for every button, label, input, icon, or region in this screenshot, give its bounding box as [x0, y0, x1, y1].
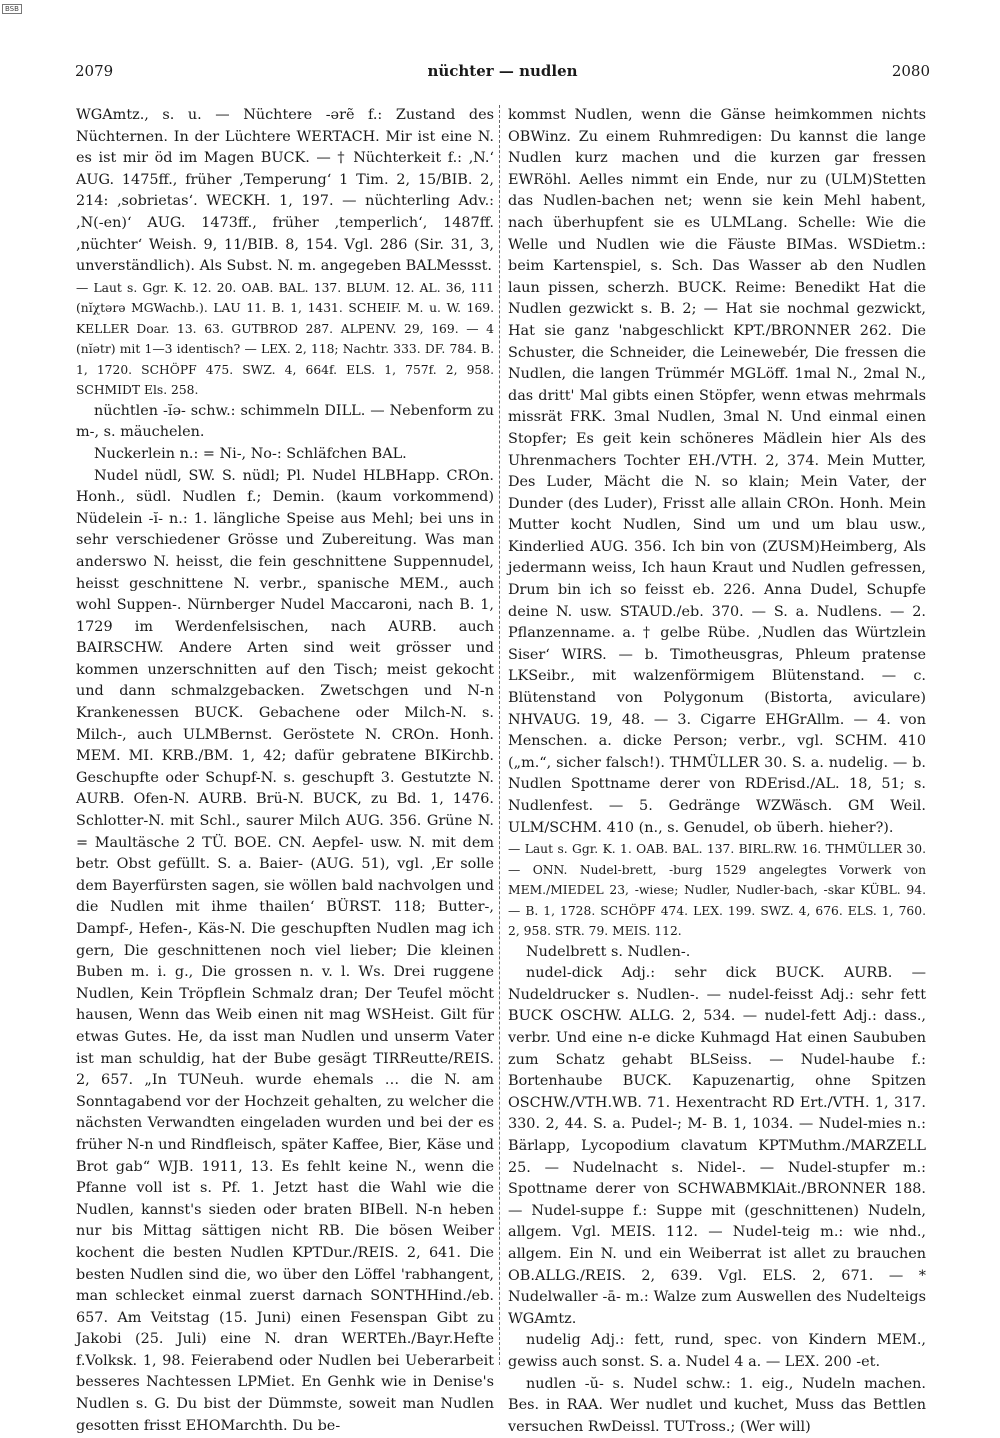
- library-stamp: BSB: [2, 4, 22, 14]
- right-column: [508, 105, 926, 1435]
- entry-nuechtlen: nüchtlen -ĭə- schw.: schimmeln DILL. — Nebenform zu m-, s. mäuchelen.: [76, 402, 494, 441]
- etymology-note-nudel: — Laut s. Ggr. K. 1. OAB. BAL. 137. BIRL.RW. 16. THMÜLLER 30. — ONN. Nudel-brett, -burg 1529 angelegtes Vorwerk von MEM./MIEDEL 23, -wiese; Nudler, Nudler-bach, -skar KÜBL. 94. — B. 1, 1728. SCHÖPF 474. LEX. 199. SWZ. 4, 676. ELS. 1, 760. 2, 958. STR. 79. MEIS. 112.: [508, 842, 926, 939]
- entry-nudelbrett: Nudelbrett s. Nudlen-.: [526, 943, 691, 960]
- etymology-note-nuechter: — Laut s. Ggr. K. 12. 20. OAB. BAL. 137. BLUM. 12. AL. 36, 111 (nĭχtərə MGWachb.). LAU 11. B. 1, 1431. SCHEIF. M. u. W. 169. KELLER Doar. 13. 63. GUTBROD 287. ALPENV. 29, 169. — 4 (nĭətr) mit 1—3 identisch? — LEX. 2, 118; Nachtr. 333. DF. 784. B. 1, 1720. SCHÖPF 475. SWZ. 4, 664f. ELS. 1, 757f. 2, 958. SCHMIDT Els. 258.: [76, 280, 494, 398]
- entry-nudel: Nudel nüdl, SW. S. nüdl; Pl. Nudel HLBHapp. CROn. Honh., südl. Nudlen f.; Demin. (kaum vorkommend) Nüdelein -ĭ- n.: 1. längliche Speise aus Mehl; bei uns in sehr verschiedener Grösse und Zubereitung. Was man anderswo N. heisst, die fein geschnittene Suppennudel, heisst geschnittene N. verbr., spanische MEM., auch wohl Suppen-. Nürnberger Nudel Maccaroni, nach B. 1, 1729 im Werdenfelsischen, nach AURB. auch BAIRSCHW. Andere Arten sind weit grösser und kommen unzerschnitten auf den Tisch; meist gekocht und dann schmalzgebacken. Zwetschgen und N-n Krankenessen BUCK. Gebachene oder Milch-N. s. Milch-, auch ULMBernst. Geröstete N. CROn. Honh. MEM. MI. KRB./BM. 1, 42; dafür gebratene BIKirchb. Geschupfte oder Schupf-N. s. geschupft 3. Gestutzte N. AURB. Ofen-N. AURB. Brü-N. BUCK, zu Bd. 1, 1476. Schlotter-N. mit Schl., saurer Milch AUG. 356. Grüne N. = Maultäsche 2 TÜ. BOE. CN. Aepfel- usw. N. mit dem betr. Obst gefüllt. S. a. Baier- (AUG. 51), vgl. ‚Er solle dem Bayerfürsten sagen, sie wöllen bald nachvolgen und die Nudlen mit ihme thailen‘ BÜRST. 118; Butter-, Dampf-, Hefen-, Käs-N. Die geschupften Nudlen mag ich gern, Die geschnittenen noch viel lieber; Die kleinen Buben m. i. g., Die grossen n. v. l. Ws. Drei ruggene Nudlen, Kein Tröpflein Schmalz dran; Der Teufel möcht hausen, Wenn das Weib einen nit mag WSHeist. Gilt für etwas Gutes. He, da isst man Nudlen und unserm Vater ist man schuldig, hat der Bube gesägt TIRReutte/REIS. 2, 657. „In TUNeuh. wurde ehemals … die N. am Sonntagabend vor der Hochzeit gehalten, zu welcher die nächsten Verwandten eingeladen wurden und bei der es früher N-n und Rindfleisch, später Kaffee, Bier, Käse und Brot gab“ WJB. 1911, 13. Es fehlt keine N., wenn die Pfanne voll ist s. Pf. 1. Jetzt hast die Wahl wie die Nudlen, kannst's sieden oder braten BIBell. N-n heben nur bis Mittag sättigen nicht RB. Die bösen Weiber kochent die besten Nudlen KPTDur./REIS. 2, 641. Die besten Nudlen sind die, wo über den Löffel 'rabhangent, man schlecket einmal zuerst darnach SONTHHind./eb. 657. Am Veitstag (15. Juni) einen Fesenspan Gibt zu Jakobi (25. Juli) eine N. dran WERTEh./Bayr.Hefte f.Volksk. 1, 98. Feierabend oder Nudlen bei Ueberarbeit besseres Nachtessen LPMiet. En Genhk wie in Denise's Nudlen s. G. Du bist der Dümmste, soweit man Nudlen gesotten frisst EHOMarchth. Du be-: [76, 467, 494, 1434]
- entry-nudel-continued: kommst Nudlen, wenn die Gänse heimkommen nichts OBWinz. Zu einem Ruhmredigen: Du kannst die lange Nudlen kurz machen und die kurzen gar fressen EWRöhl. Aelles nimmt ein Ende, nur zu (ULM)Stetten das Nudlen-bachen net; wenn sie kein Mehl habent, nach überhupfent sie es ULMLang. Schelle: Wie die Welle und Nudlen wie die Fäuste BIMas. WSDietm.: beim Kartenspiel, s. Sch. Das Wasser ab den Nudlen laun pissen, scherzh. BUCK. Reime: Benedikt Hat die Nudlen gezwickt s. B. 2; — Hat sie nochmal gezwickt, Hat sie ganz 'nabgeschlickt KPT./BRONNER 262. Die Schuster, die Schneider, die Leinewebér, Die fressen die Nudlen, die langen Trümmér MGLöff. 1mal N., 2mal N., das dritt' Mal gibts einen Stöpfer, wenn etwas mehrmals missrät FRK. 3mal Nudlen, 3mal N. Und einmal einen Stopfer; Es geit kein schöneres Mädlein hier Als des Uhrenmachers Tochter EH./VTH. 2, 374. Mein Mutter, Des Luder, Mächt die N. so klain; Mein Vater, der Dunder (des Luder), Frisst alle allain CROn. Honh. Mein Mutter kocht Nudlen, Sind um und um blau usw., Kinderlied AUG. 356. Ich bin von (ZUSM)Heimberg, Als jedermann weiss, Ich haun Kraut und Nudlen gefressen, Drum bin ich so feisst eb. 226. Anna Dudel, Schupfe deine N. usw. STAUD./eb. 370. — S. a. Nudlens. — 2. Pflanzenname. a. † gelbe Rübe. ‚Nudlen das Würtzlein Siser‘ WIRS. — b. Timotheusgras, Phleum pratense LKSeibr., mit walzenförmigem Blütenstand. — c. Blütenstand von Polygonum (Bistorta, aviculare) NHVAUG. 19, 48. — 3. Cigarre EHGrAllm. — 4. von Menschen. a. dicke Person; verbr., vgl. SCHM. 410 („m.“, sicher falsch!). THMÜLLER 30. S. a. nudelig. — b. Nudlen Spottname derer von RDErisd./AL. 18, 51; s. Nudlenfest. — 5. Gedränge WZWäsch. GM Weil. ULM/SCHM. 410 (n., s. Genudel, ob überh. hieher?).: [508, 107, 926, 836]
- column-divider: [499, 105, 500, 1365]
- page-number-left: 2079: [75, 62, 114, 80]
- entry-nuechtere: WGAmtz., s. u. — Nüchtere -ərẽ f.: Zustand des Nüchternen. In der Lüchtere WERTACH. Mir ist eine N. es ist mir öd im Magen BUCK. — † Nüchterkeit f.: ‚N.‘ AUG. 1475ff., früher ‚Temperung‘ 1 Tim. 2, 15/BIB. 2, 214: ‚sobrietas‘. WECKH. 1, 197. — nüchterling Adv.: ‚N(-en)‘ AUG. 1473ff., früher ‚temperlich‘, 1487ff. ‚nüchter‘ Weish. 9, 11/BIB. 8, 154. Vgl. 286 (Sir. 31, 3, unverständlich). Als Subst. N. m. angegeben BALMessst.: [76, 107, 494, 275]
- entry-nudelig: nudelig Adj.: fett, rund, spec. von Kindern MEM., gewiss auch sonst. S. a. Nudel 4 a. — LEX. 200 -et.: [508, 1332, 926, 1370]
- entry-nudlen: nudlen -ŭ- s. Nudel schw.: 1. eig., Nudeln machen. Bes. in RAA. Wer nudlet und kuchet, Muss das Bettlen versuchen RwDeissl. TUTross.; (Wer will): [508, 1375, 926, 1435]
- left-column: [76, 105, 494, 1434]
- page-number-right: 2080: [891, 62, 930, 80]
- entry-nudel-dick: nudel-dick Adj.: sehr dick BUCK. AURB. — Nudeldrucker s. Nudlen-. — nudel-feisst Adj.: sehr fett BUCK OSCHW. ALLG. 2, 534. — nudel-fett Adj.: dass., verbr. Und eine n-e dicke Kuhmagd Hat einen Saububen zum Schatz gehabt BLSeiss. — Nudel-haube f.: Bortenhaube BUCK. Kapuzenartig, ohne Spitzen OSCHW./VTH.WB. 71. Hexentracht RD Ert./VTH. 1, 317. 330. 2, 44. S. a. Pudel-; M- B. 1, 1034. — Nudel-mies n.: Bärlapp, Lycopodium clavatum KPTMuthm./MARZELL 25. — Nudelnacht s. Nidel-. — Nudel-stupfer m.: Spottname derer von SCHWABMKlAit./BRONNER 188. — Nudel-suppe f.: Suppe mit (geschnittenen) Nudeln, allgem. Vgl. MEIS. 112. — Nudel-teig m.: wie nhd., allgem. Ein N. und ein Weiberrat ist allet zu brauchen OB.ALLG./REIS. 2, 639. Vgl. ELS. 2, 671. — * Nudelwaller -ā- m.: Walze zum Auswellen des Nudelteigs WGAmtz.: [508, 965, 926, 1327]
- entry-nuckerlein: Nuckerlein n.: = Ni-, No-: Schläfchen BAL.: [94, 445, 407, 462]
- running-title: nüchter — nudlen: [427, 62, 578, 80]
- page-header: [75, 62, 930, 84]
